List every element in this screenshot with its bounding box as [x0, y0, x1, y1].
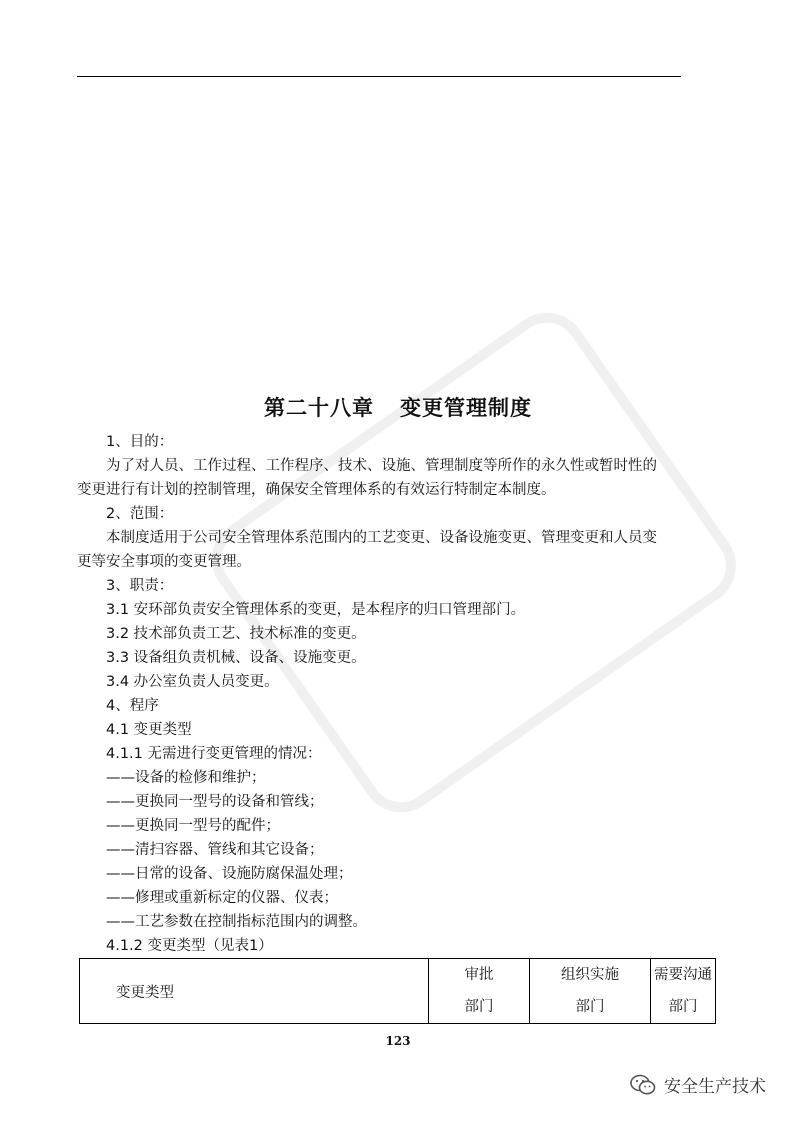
body-line: ——日常的设备、设施防腐保温处理； — [106, 866, 353, 882]
chapter-title — [0, 392, 796, 422]
brand-name: 安全生产技术 — [664, 1077, 766, 1097]
approval-dept-line1: 审批 — [464, 967, 494, 983]
table-header-communicate-dept — [651, 959, 716, 1024]
body-line: 1、目的： — [106, 434, 174, 450]
body-line: ——设备的检修和维护； — [106, 770, 266, 786]
body-line: 3.1 安环部负责安全管理体系的变更，是本程序的归口管理部门。 — [106, 602, 526, 618]
chapter-name: 变更管理制度 — [400, 395, 532, 420]
header-rule — [77, 76, 681, 77]
body-line: ——工艺参数在控制指标范围内的调整。 — [106, 914, 367, 930]
watermark-stamp — [196, 308, 724, 811]
brand-footer[interactable] — [630, 1072, 766, 1097]
change-type-table — [79, 958, 716, 1024]
body-line: ——清扫容器、管线和其它设备； — [106, 842, 324, 858]
body-line: ——更换同一型号的设备和管线； — [106, 794, 324, 810]
body-line: 4.1 变更类型 — [106, 722, 192, 738]
table-header-implement-dept — [530, 959, 651, 1024]
body-line: 3.2 技术部负责工艺、技术标准的变更。 — [106, 626, 366, 642]
body-line: 本制度适用于公司安全管理体系范围内的工艺变更、设备设施变更、管理变更和人员变 — [106, 530, 657, 546]
body-line: 4.1.2 变更类型（见表1） — [106, 938, 273, 954]
approval-dept-line2: 部门 — [464, 999, 494, 1015]
wechat-icon — [630, 1074, 656, 1096]
communicate-dept-line1: 需要沟通 — [654, 967, 712, 983]
chapter-number: 第二十八章 — [264, 395, 374, 420]
implement-dept-line1: 组织实施 — [561, 967, 619, 983]
body-line: 3、职责： — [106, 578, 174, 594]
body-line: 4、程序 — [106, 698, 159, 714]
body-line: 3.4 办公室负责人员变更。 — [106, 674, 279, 690]
body-line: 变更进行有计划的控制管理，确保安全管理体系的有效运行特制定本制度。 — [77, 482, 556, 498]
implement-dept-line2: 部门 — [575, 999, 605, 1015]
body-line: 2、范围： — [106, 506, 174, 522]
body-line: 为了对人员、工作过程、工作程序、技术、设施、管理制度等所作的永久性或暂时性的 — [106, 458, 657, 474]
body-line: ——更换同一型号的配件； — [106, 818, 280, 834]
body-line: 更等安全事项的变更管理。 — [77, 554, 251, 570]
table-header-approval-dept — [429, 959, 530, 1024]
page-number: 123 — [385, 1034, 411, 1048]
body-line: 3.3 设备组负责机械、设备、设施变更。 — [106, 650, 366, 666]
body-line: 4.1.1 无需进行变更管理的情况： — [106, 746, 322, 762]
table-header-change-type: 变更类型 — [80, 959, 429, 1024]
communicate-dept-line2: 部门 — [668, 999, 698, 1015]
body-line: ——修理或重新标定的仪器、仪表； — [106, 890, 338, 906]
